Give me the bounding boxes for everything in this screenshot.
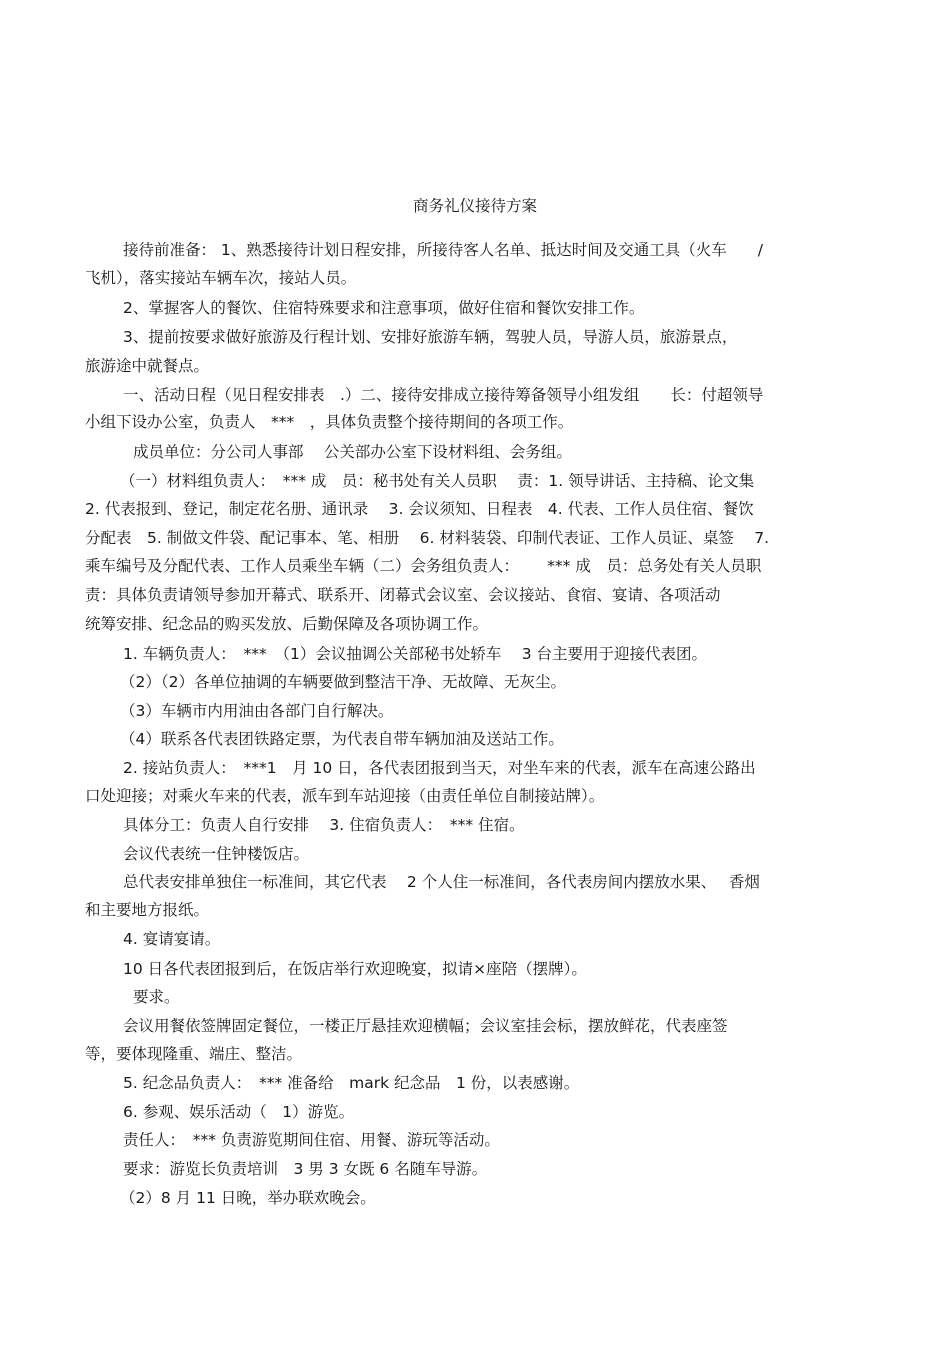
text-line: 分配表 5. 制做文件袋、配记事本、笔、相册 6. 材料装袋、印制代表证、工作人员证、桌签 7. bbox=[85, 529, 770, 547]
text-line: 4. 宴请宴请。 bbox=[123, 930, 221, 948]
text-line: 和主要地方报纸。 bbox=[85, 901, 210, 919]
text-line: 会议用餐依签牌固定餐位，一楼正厅悬挂欢迎横幅；会议室挂会标，摆放鲜花，代表座签 bbox=[123, 1017, 728, 1035]
text-line: 等，要体现隆重、端庄、整洁。 bbox=[85, 1045, 303, 1063]
text-line: 一、活动日程（见日程安排表 .）二、接待安排成立接待筹备领导小组发组 长：付超领导 bbox=[123, 386, 764, 404]
text-line: 乘车编号及分配代表、工作人员乘坐车辆（二）会务组负责人： *** 成 员：总务处有关人员职 bbox=[85, 557, 762, 575]
text-line: 旅游途中就餐点。 bbox=[85, 357, 210, 375]
text-line: 2、掌握客人的餐饮、住宿特殊要求和注意事项，做好住宿和餐饮安排工作。 bbox=[123, 299, 645, 317]
document-title: 商务礼仪接待方案 bbox=[412, 197, 537, 215]
text-line: 1. 车辆负责人： *** （1）会议抽调公关部秘书处轿车 3 台主要用于迎接代表团。 bbox=[123, 645, 708, 663]
text-line: （4）联系各代表团铁路定票，为代表自带车辆加油及送站工作。 bbox=[120, 730, 564, 748]
text-line: 接待前准备： 1、熟悉接待计划日程安排，所接待客人名单、抵达时间及交通工具（火车 / bbox=[123, 241, 764, 259]
text-line: 会议代表统一住钟楼饭店。 bbox=[123, 845, 310, 863]
text-line: 口处迎接；对乘火车来的代表，派车到车站迎接（由责任单位自制接站牌）。 bbox=[85, 787, 605, 805]
text-line: 要求：游览长负责培训 3 男 3 女既 6 名随车导游。 bbox=[123, 1160, 488, 1178]
text-line: （一）材料组负责人： *** 成 员：秘书处有关人员职 责：1. 领导讲话、主持稿、论文集 bbox=[120, 472, 755, 490]
text-line: 飞机），落实接站车辆车次，接站人员。 bbox=[85, 269, 357, 287]
text-line: （2）（2）各单位抽调的车辆要做到整洁干净、无故障、无灰尘。 bbox=[120, 673, 566, 691]
text-line: （3）车辆市内用油由各部门自行解决。 bbox=[120, 702, 394, 720]
text-line: 责任人： *** 负责游览期间住宿、用餐、游玩等活动。 bbox=[123, 1131, 500, 1149]
text-line: 总代表安排单独住一标准间，其它代表 2 个人住一标准间，各代表房间内摆放水果、 香烟 bbox=[123, 873, 760, 891]
text-line: 5. 纪念品负责人： *** 准备给 mark 纪念品 1 份，以表感谢。 bbox=[123, 1074, 580, 1092]
text-line: 具体分工：负责人自行安排 3. 住宿负责人： *** 住宿。 bbox=[123, 816, 525, 834]
text-line: 2. 代表报到、登记，制定花名册、通讯录 3. 会议须知、日程表 4. 代表、工作人员住宿、餐饮 bbox=[85, 500, 754, 518]
text-line: 统筹安排、纪念品的购买发放、后勤保障及各项协调工作。 bbox=[85, 615, 489, 633]
text-line: 10 日各代表团报到后，在饭店举行欢迎晚宴，拟请×座陪（摆牌）。 bbox=[123, 960, 587, 978]
text-line: 6. 参观、娱乐活动（ 1）游览。 bbox=[123, 1103, 355, 1121]
text-line: （2）8 月 11 日晚，举办联欢晚会。 bbox=[120, 1189, 376, 1207]
text-line: 要求。 bbox=[133, 988, 180, 1006]
text-line: 成员单位：分公司人事部 公关部办公室下设材料组、会务组。 bbox=[133, 443, 572, 461]
text-line: 责：具体负责请领导参加开幕式、联系开、闭幕式会议室、会议接站、食宿、宴请、各项活动 bbox=[85, 586, 721, 604]
text-line: 3、提前按要求做好旅游及行程计划、安排好旅游车辆，驾驶人员，导游人员，旅游景点， bbox=[123, 328, 738, 346]
text-line: 2. 接站负责人： ***1 月 10 日，各代表团报到当天，对坐车来的代表，派车在高速公路出 bbox=[123, 759, 756, 777]
text-line: 小组下设办公室，负责人 *** ，具体负责整个接待期间的各项工作。 bbox=[85, 413, 574, 431]
